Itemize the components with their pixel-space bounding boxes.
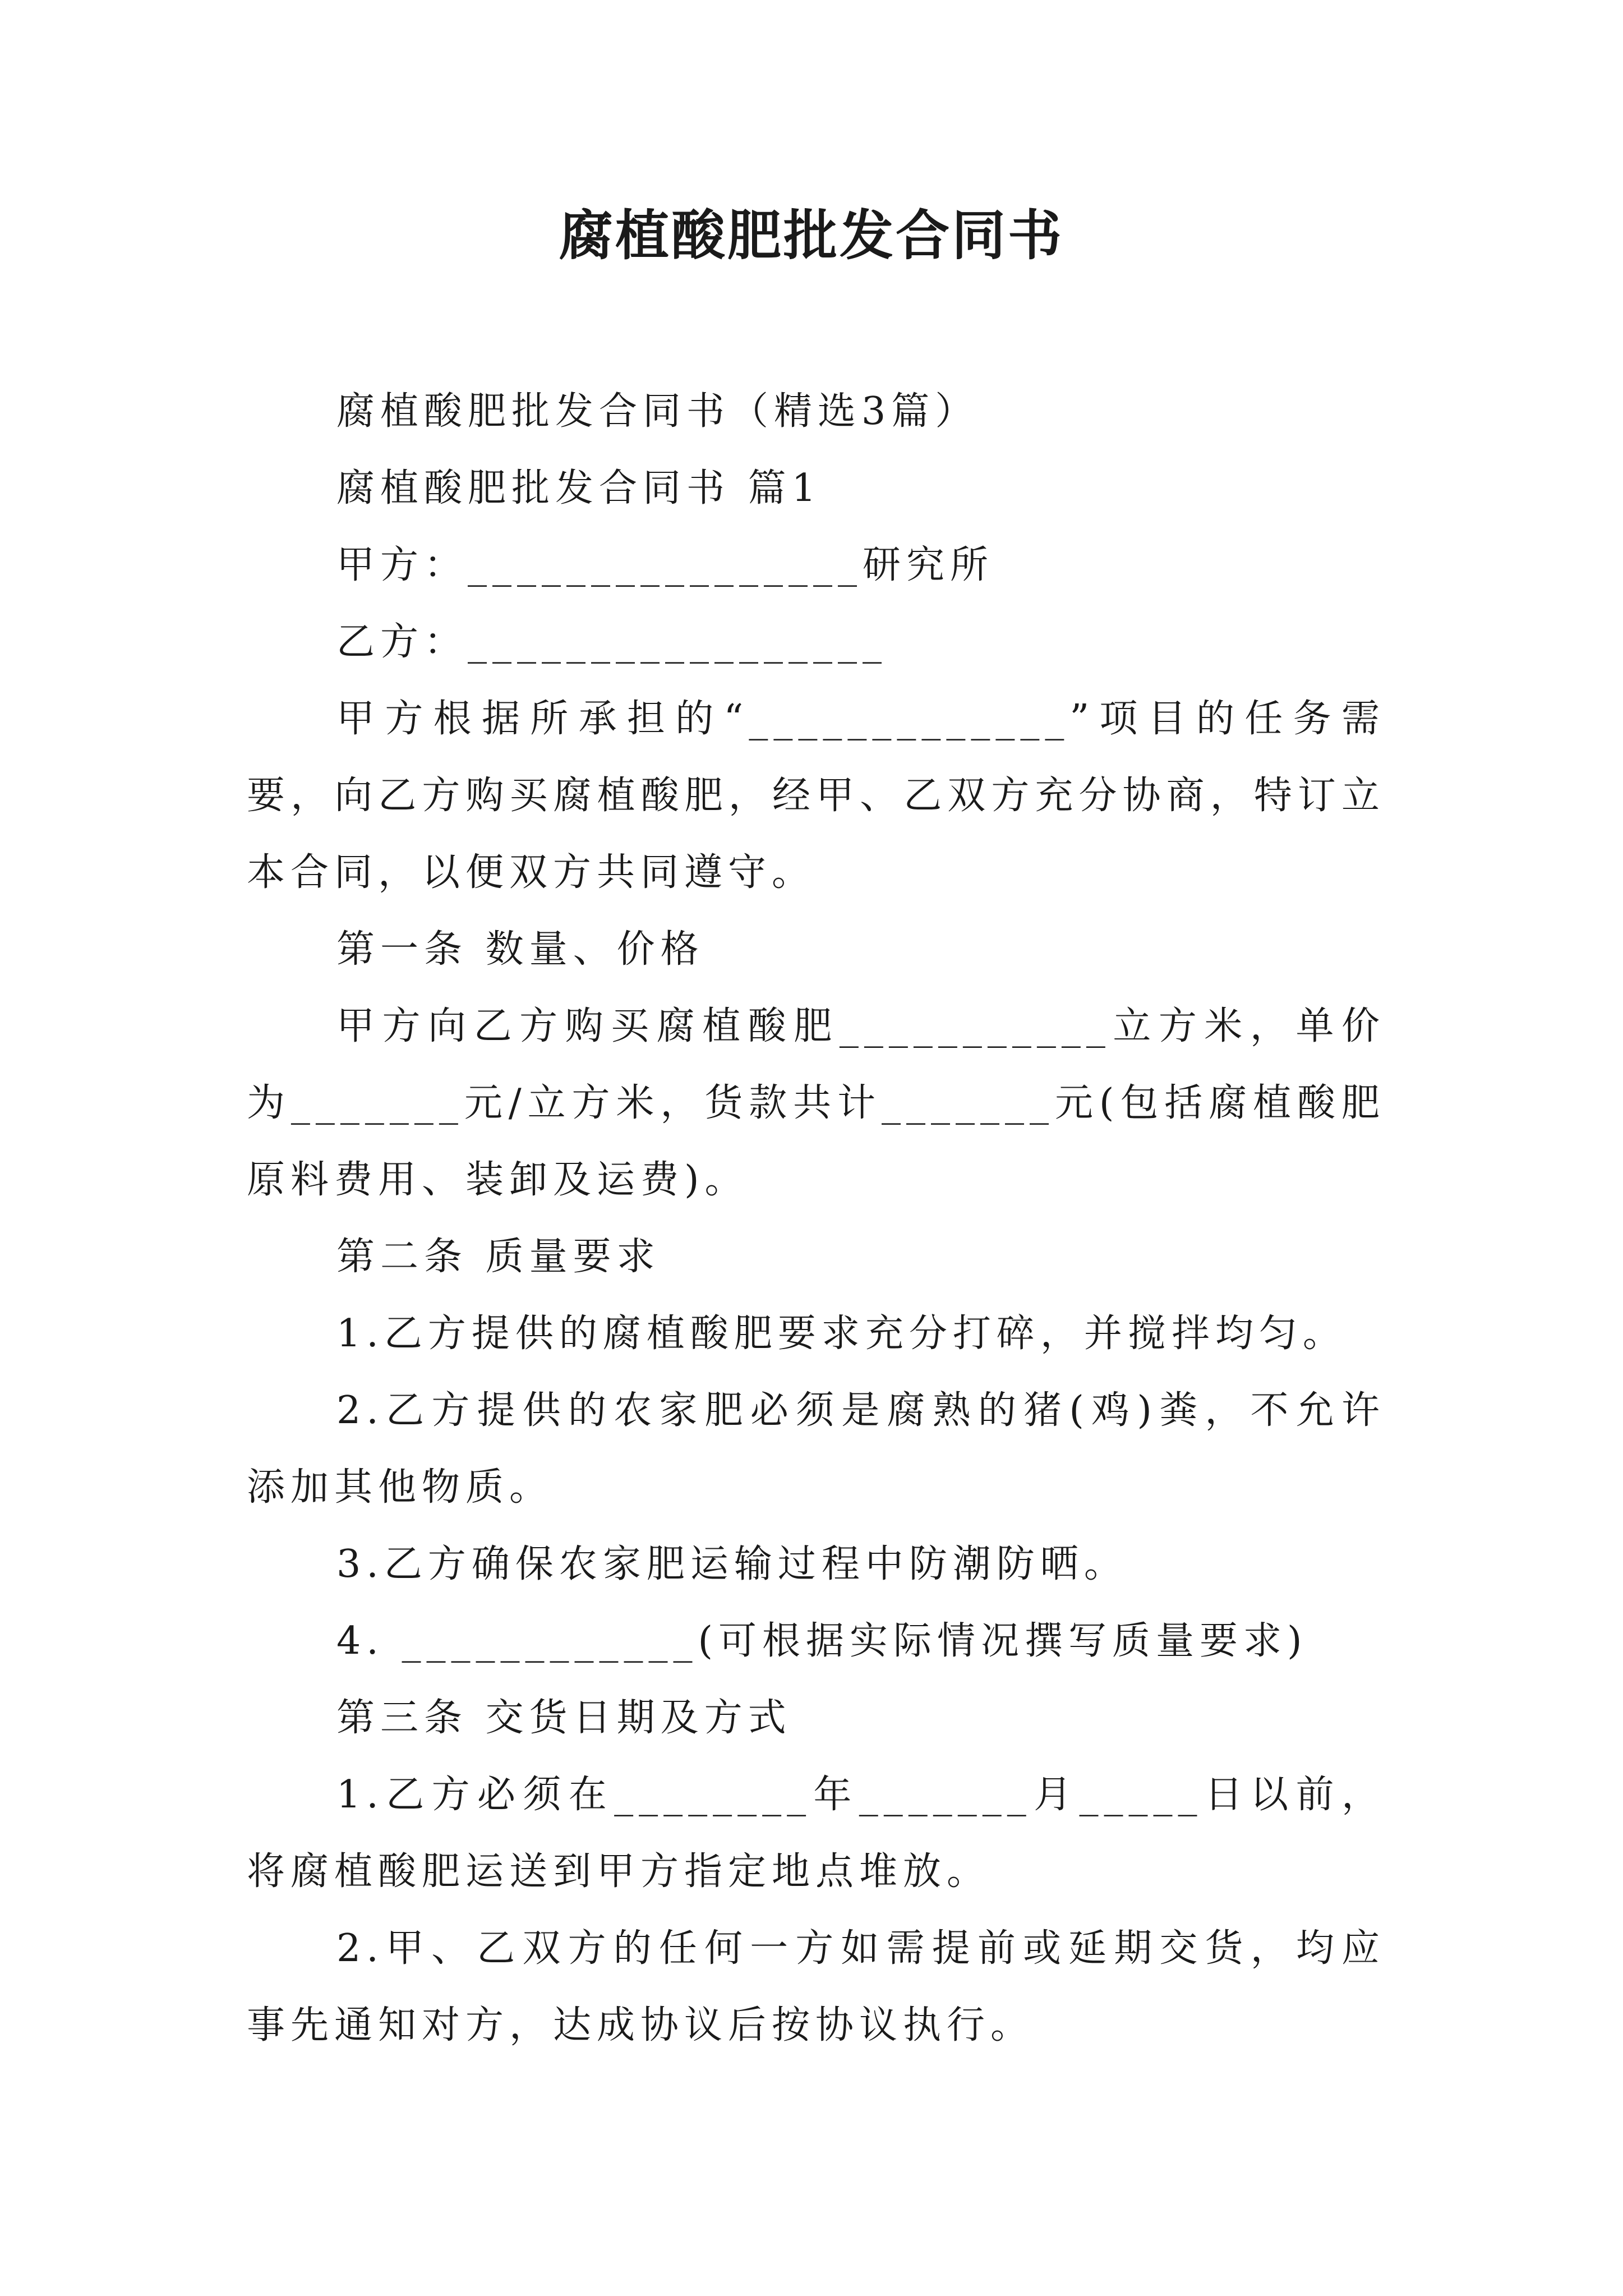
document-title: 腐植酸肥批发合同书: [559, 204, 1064, 267]
section-2-item: 3.乙方确保农家肥运输过程中防潮防晒。: [336, 1542, 1128, 1586]
section-3-item: 2.甲、乙双方的任何一方如需提前或延期交货，均应事先通知对方，达成协议后按协议执行。: [247, 1926, 1385, 2047]
collection-title: 腐植酸肥批发合同书（精选3篇）: [336, 389, 979, 434]
section-1-paragraph: 甲方向乙方购买腐植酸肥___________立方米，单价为_______元/立方米，货款共计_______元(包括腐植酸肥原料费用、装卸及运费)。: [247, 1004, 1385, 1202]
party-a-line: 甲方：________________研究所: [336, 543, 994, 587]
section-2-item: 4. ____________(可根据实际情况撰写质量要求): [336, 1619, 1308, 1663]
section-2-item: 1.乙方提供的腐植酸肥要求充分打碎，并搅拌均匀。: [336, 1312, 1347, 1356]
section-2-heading: 第二条 质量要求: [336, 1235, 661, 1279]
document-body: [247, 373, 1385, 2064]
section-3-item: 1.乙方必须在________年_______月_____日以前，将腐植酸肥运送到甲方指定地点堆放。: [247, 1773, 1385, 1894]
section-2-item: 2.乙方提供的农家肥必须是腐熟的猪(鸡)粪，不允许添加其他物质。: [247, 1388, 1385, 1510]
party-b-line: 乙方：_________________: [336, 620, 888, 664]
preamble-paragraph: 甲方根据所承担的“_____________”项目的任务需要，向乙方购买腐植酸肥，经甲、乙双方充分协商，特订立本合同，以便双方共同遵守。: [247, 697, 1385, 895]
article-title: 腐植酸肥批发合同书 篇1: [336, 466, 822, 510]
section-1-heading: 第一条 数量、价格: [336, 927, 704, 972]
section-3-heading: 第三条 交货日期及方式: [336, 1696, 792, 1740]
